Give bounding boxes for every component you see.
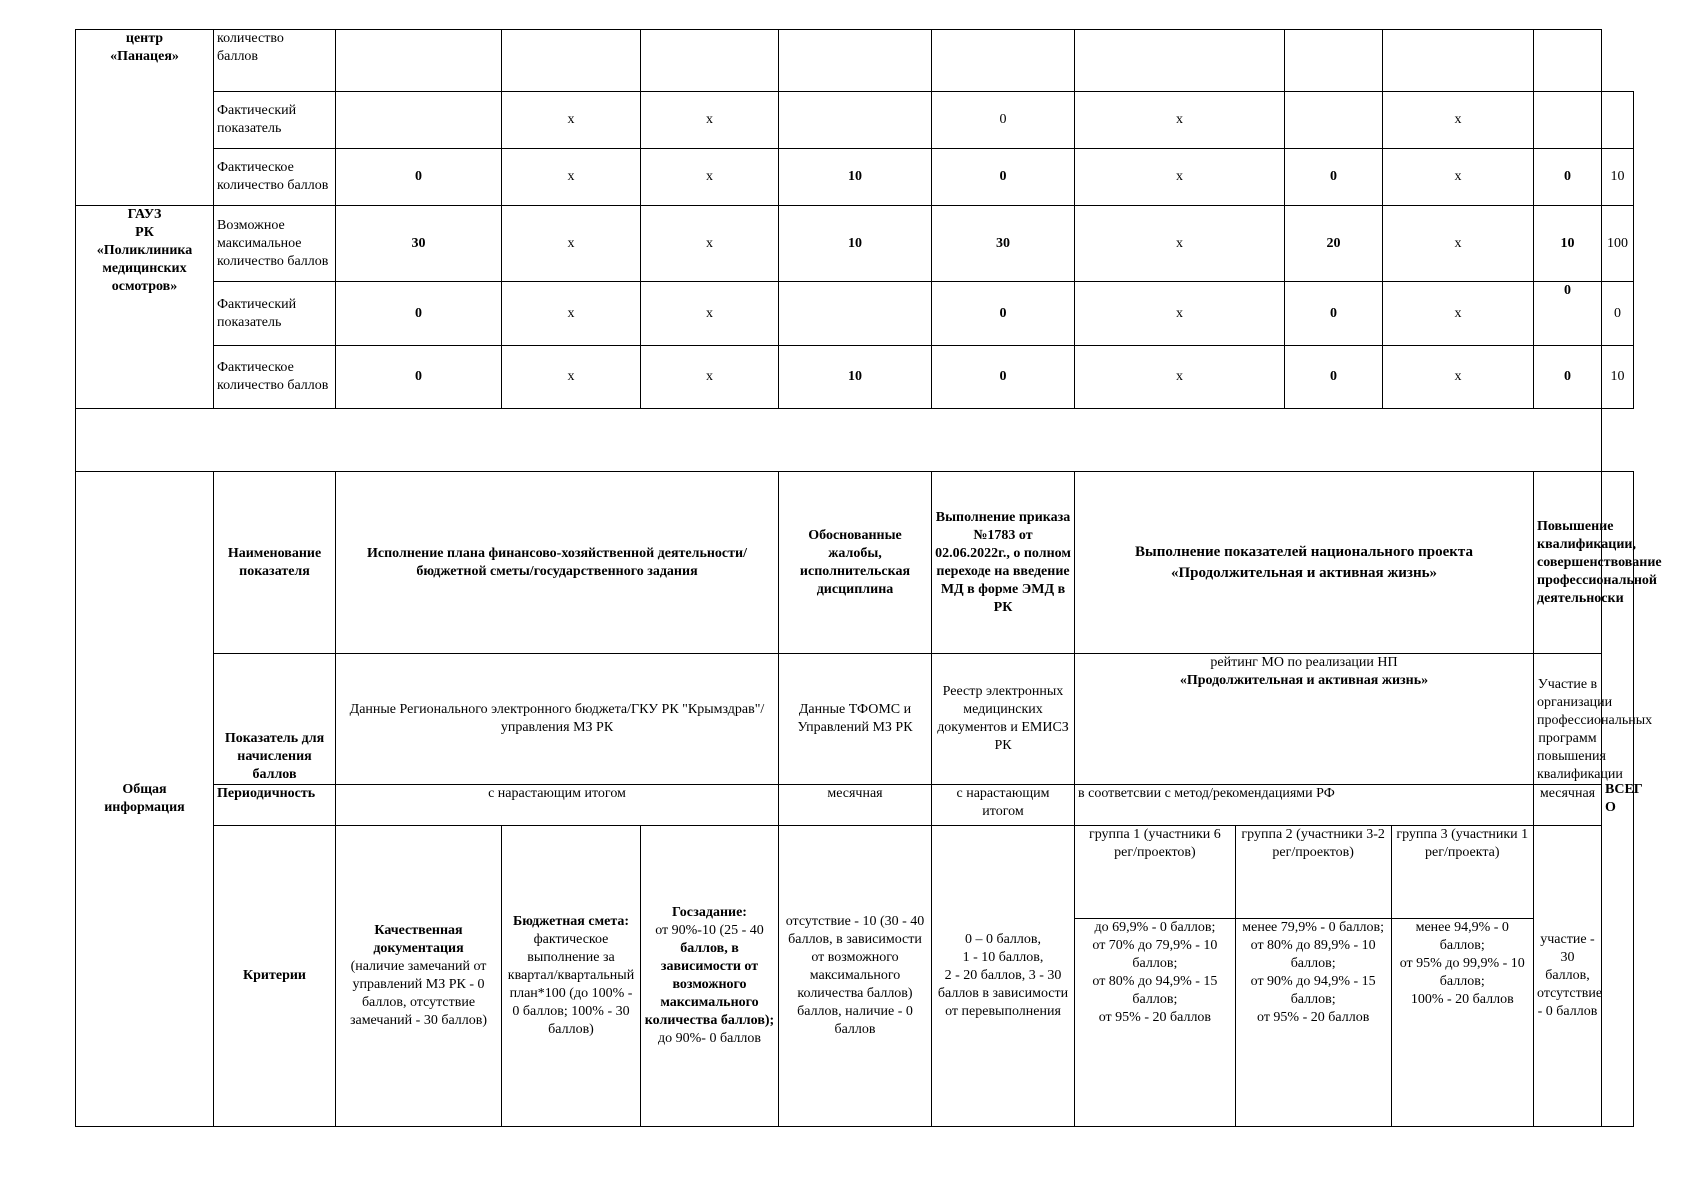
row-label-source: Показатель для начисления баллов (214, 654, 336, 785)
cell-value: 0 (932, 149, 1075, 206)
cell-value (779, 282, 932, 346)
groups-body-row (1075, 918, 1533, 1126)
row-label-indicator-name: Наименование показателя (214, 472, 336, 654)
cell (336, 30, 502, 92)
source-plan: Данные Регионального электронного бюджета/ГКУ РК "Крымздрав"/управления МЗ РК (336, 654, 779, 785)
groups-table (1075, 826, 1533, 1126)
cell-value: x (641, 92, 779, 149)
cell (1383, 30, 1534, 92)
cell-value: 0 (932, 346, 1075, 409)
criteria-budget-body: фактическое выполнение за квартал/квартальный план*100 (до 100% - 0 баллов; 100% - 30 баллов) (507, 932, 635, 1037)
cell-value: x (1383, 282, 1534, 346)
empty-cell (76, 409, 1602, 472)
cell-value: x (502, 149, 641, 206)
general-info-label: Общая информация (76, 472, 214, 1127)
cell (779, 30, 932, 92)
criteria-quality-title: Качественная документация (373, 923, 464, 956)
org-name-panacea: центр «Панацея» (76, 30, 214, 206)
cell-value: 30 (932, 206, 1075, 282)
header-complaints: Обоснованные жалобы, исполнительская дисциплина (779, 472, 932, 654)
cell-value: 10 (1602, 149, 1634, 206)
cell-value (336, 92, 502, 149)
group2-header: группа 2 (участники 3-2 рег/проектов) (1235, 826, 1391, 918)
table-row (76, 282, 1634, 346)
cell (932, 30, 1075, 92)
cell-value: x (1075, 282, 1285, 346)
period-national: в соответсвии с метод/рекомендациями РФ (1075, 785, 1534, 826)
cell (1285, 30, 1383, 92)
cell-value: 100 (1602, 206, 1634, 282)
cell-value: 10 (1602, 346, 1634, 409)
source-national-line1: рейтинг МО по реализации НП (1210, 655, 1398, 670)
cell-value: 0 (1285, 282, 1383, 346)
cell-value: x (1383, 149, 1534, 206)
criteria-state-part1: от 90%-10 (25 - 40 (655, 923, 764, 938)
source-order: Реестр электронных медицинских документов и ЕМИСЗ РК (932, 654, 1075, 785)
cell-value: x (641, 282, 779, 346)
cell (641, 30, 779, 92)
header-order-1783: Выполнение приказа №1783 от 02.06.2022г., о полном переходе на введение МД в форме ЭМД в РК (932, 472, 1075, 654)
cell-value: 0 (932, 282, 1075, 346)
cell-value: x (1075, 346, 1285, 409)
cell-value: 30 (336, 206, 502, 282)
table-row (76, 30, 1634, 92)
criteria-complaints: отсутствие - 10 (30 - 40 баллов, в зависимости от возможного максимального количества баллов) баллов, наличие - 0 баллов (779, 826, 932, 1127)
cell-value: 0 (336, 346, 502, 409)
period-plan: с нарастающим итогом (336, 785, 779, 826)
cell-value (1534, 92, 1602, 149)
criteria-state-part2: баллов, в зависимости от возможного максимального количества баллов); (644, 941, 775, 1028)
cell-value: 0 (1285, 346, 1383, 409)
row-label-max-points: Возможное максимальное количество баллов (214, 206, 336, 282)
row-label-actual-points: Фактическое количество баллов (214, 149, 336, 206)
header-plan: Исполнение плана финансово-хозяйственной деятельности/бюджетной сметы/государственного задания (336, 472, 779, 654)
criteria-budget-title: Бюджетная смета: (512, 914, 630, 929)
table-row (76, 206, 1634, 282)
criteria-national-groups (1075, 826, 1534, 1127)
criteria-state-task (641, 826, 779, 1127)
cell-value: x (641, 149, 779, 206)
period-complaints: месячная (779, 785, 932, 826)
source-qualification: Участие в организации профессиональных программ повышения квалификации (1534, 654, 1602, 785)
table-row (76, 92, 1634, 149)
group1-criteria: до 69,9% - 0 баллов; от 70% до 79,9% - 10 баллов; от 80% до 94,9% - 15 баллов; от 95% - 20 баллов (1075, 918, 1235, 1126)
table-row (76, 785, 1634, 826)
cell-value: 0 (932, 92, 1075, 149)
row-label-actual-points: Фактическое количество баллов (214, 346, 336, 409)
row-label-periodicity: Периодичность (214, 785, 336, 826)
cell-value: x (1075, 92, 1285, 149)
cell-value: 10 (779, 149, 932, 206)
criteria-state-title: Госзадание: (672, 905, 747, 920)
group3-criteria: менее 94,9% - 0 баллов; от 95% до 99,9% - 10 баллов; 100% - 20 баллов (1391, 918, 1533, 1126)
table-row (76, 472, 1634, 654)
spacer-row (76, 409, 1634, 472)
row-label-actual-indicator: Фактический показатель (214, 282, 336, 346)
cell-value: 0 (1534, 149, 1602, 206)
cell-value: 0 (1285, 149, 1383, 206)
group3-header: группа 3 (участники 1 рег/проекта) (1391, 826, 1533, 918)
criteria-quality (336, 826, 502, 1127)
cell-value (1602, 92, 1634, 149)
criteria-state-part3: до 90%- 0 баллов (658, 1031, 761, 1046)
criteria-quality-body: (наличие замечаний от управлений МЗ РК - 0 баллов, отсутствие замечаний - 30 баллов) (349, 959, 488, 1028)
criteria-budget (502, 826, 641, 1127)
cell-value: 0 (336, 282, 502, 346)
cell-value: x (502, 206, 641, 282)
cell-value: x (502, 92, 641, 149)
cell-value: x (641, 206, 779, 282)
period-qualification: месячная (1534, 785, 1602, 826)
org-name-polyclinic: ГАУЗ РК «Поликлиника медицинских осмотров» (76, 206, 214, 409)
row-label-criteria: Критерии (214, 826, 336, 1127)
total-label: ВСЕГ О (1602, 472, 1634, 1127)
cell-value (1285, 92, 1383, 149)
row-label-count-points: количество баллов (214, 30, 336, 92)
cell (1534, 30, 1602, 92)
cell-value: 20 (1285, 206, 1383, 282)
cell-value: 10 (1534, 206, 1602, 282)
criteria-order: 0 – 0 баллов, 1 - 10 баллов, 2 - 20 баллов, 3 - 30 баллов в зависимости от перевыполнения (932, 826, 1075, 1127)
cell-value: 10 (779, 346, 932, 409)
rating-table (75, 29, 1662, 1127)
table-row (76, 826, 1634, 1127)
cell-value: 0 (1534, 282, 1602, 346)
criteria-qualification: участие - 30 баллов, отсутствие - 0 баллов (1534, 826, 1602, 1127)
source-national-line2: «Продолжительная и активная жизнь» (1179, 673, 1429, 688)
period-order: с нарастающим итогом (932, 785, 1075, 826)
cell-value: x (1075, 206, 1285, 282)
cell-value: 0 (1534, 346, 1602, 409)
cell-value (779, 92, 932, 149)
table-row (76, 149, 1634, 206)
cell-value: 10 (779, 206, 932, 282)
cell-value: x (641, 346, 779, 409)
source-complaints: Данные ТФОМС и Управлений МЗ РК (779, 654, 932, 785)
cell-value: x (1383, 206, 1534, 282)
header-qualification: Повышение квалификации, совершенствование профессиональной деятельноски (1534, 472, 1602, 654)
groups-header-row (1075, 826, 1533, 918)
cell-value: x (502, 346, 641, 409)
table-row (76, 346, 1634, 409)
cell-value: 0 (1602, 282, 1634, 346)
cell (1075, 30, 1285, 92)
cell (502, 30, 641, 92)
group1-header: группа 1 (участники 6 рег/проектов) (1075, 826, 1235, 918)
cell-value: x (1075, 149, 1285, 206)
cell-value: x (502, 282, 641, 346)
cell-value: x (1383, 346, 1534, 409)
table-row (76, 654, 1634, 785)
group2-criteria: менее 79,9% - 0 баллов; от 80% до 89,9% - 10 баллов; от 90% до 94,9% - 15 баллов; от 95% - 20 баллов (1235, 918, 1391, 1126)
source-national (1075, 654, 1534, 785)
cell-value: x (1383, 92, 1534, 149)
row-label-actual-indicator: Фактический показатель (214, 92, 336, 149)
cell-value: 0 (336, 149, 502, 206)
header-national-project: Выполнение показателей национального проекта «Продолжительная и активная жизнь» (1075, 472, 1534, 654)
